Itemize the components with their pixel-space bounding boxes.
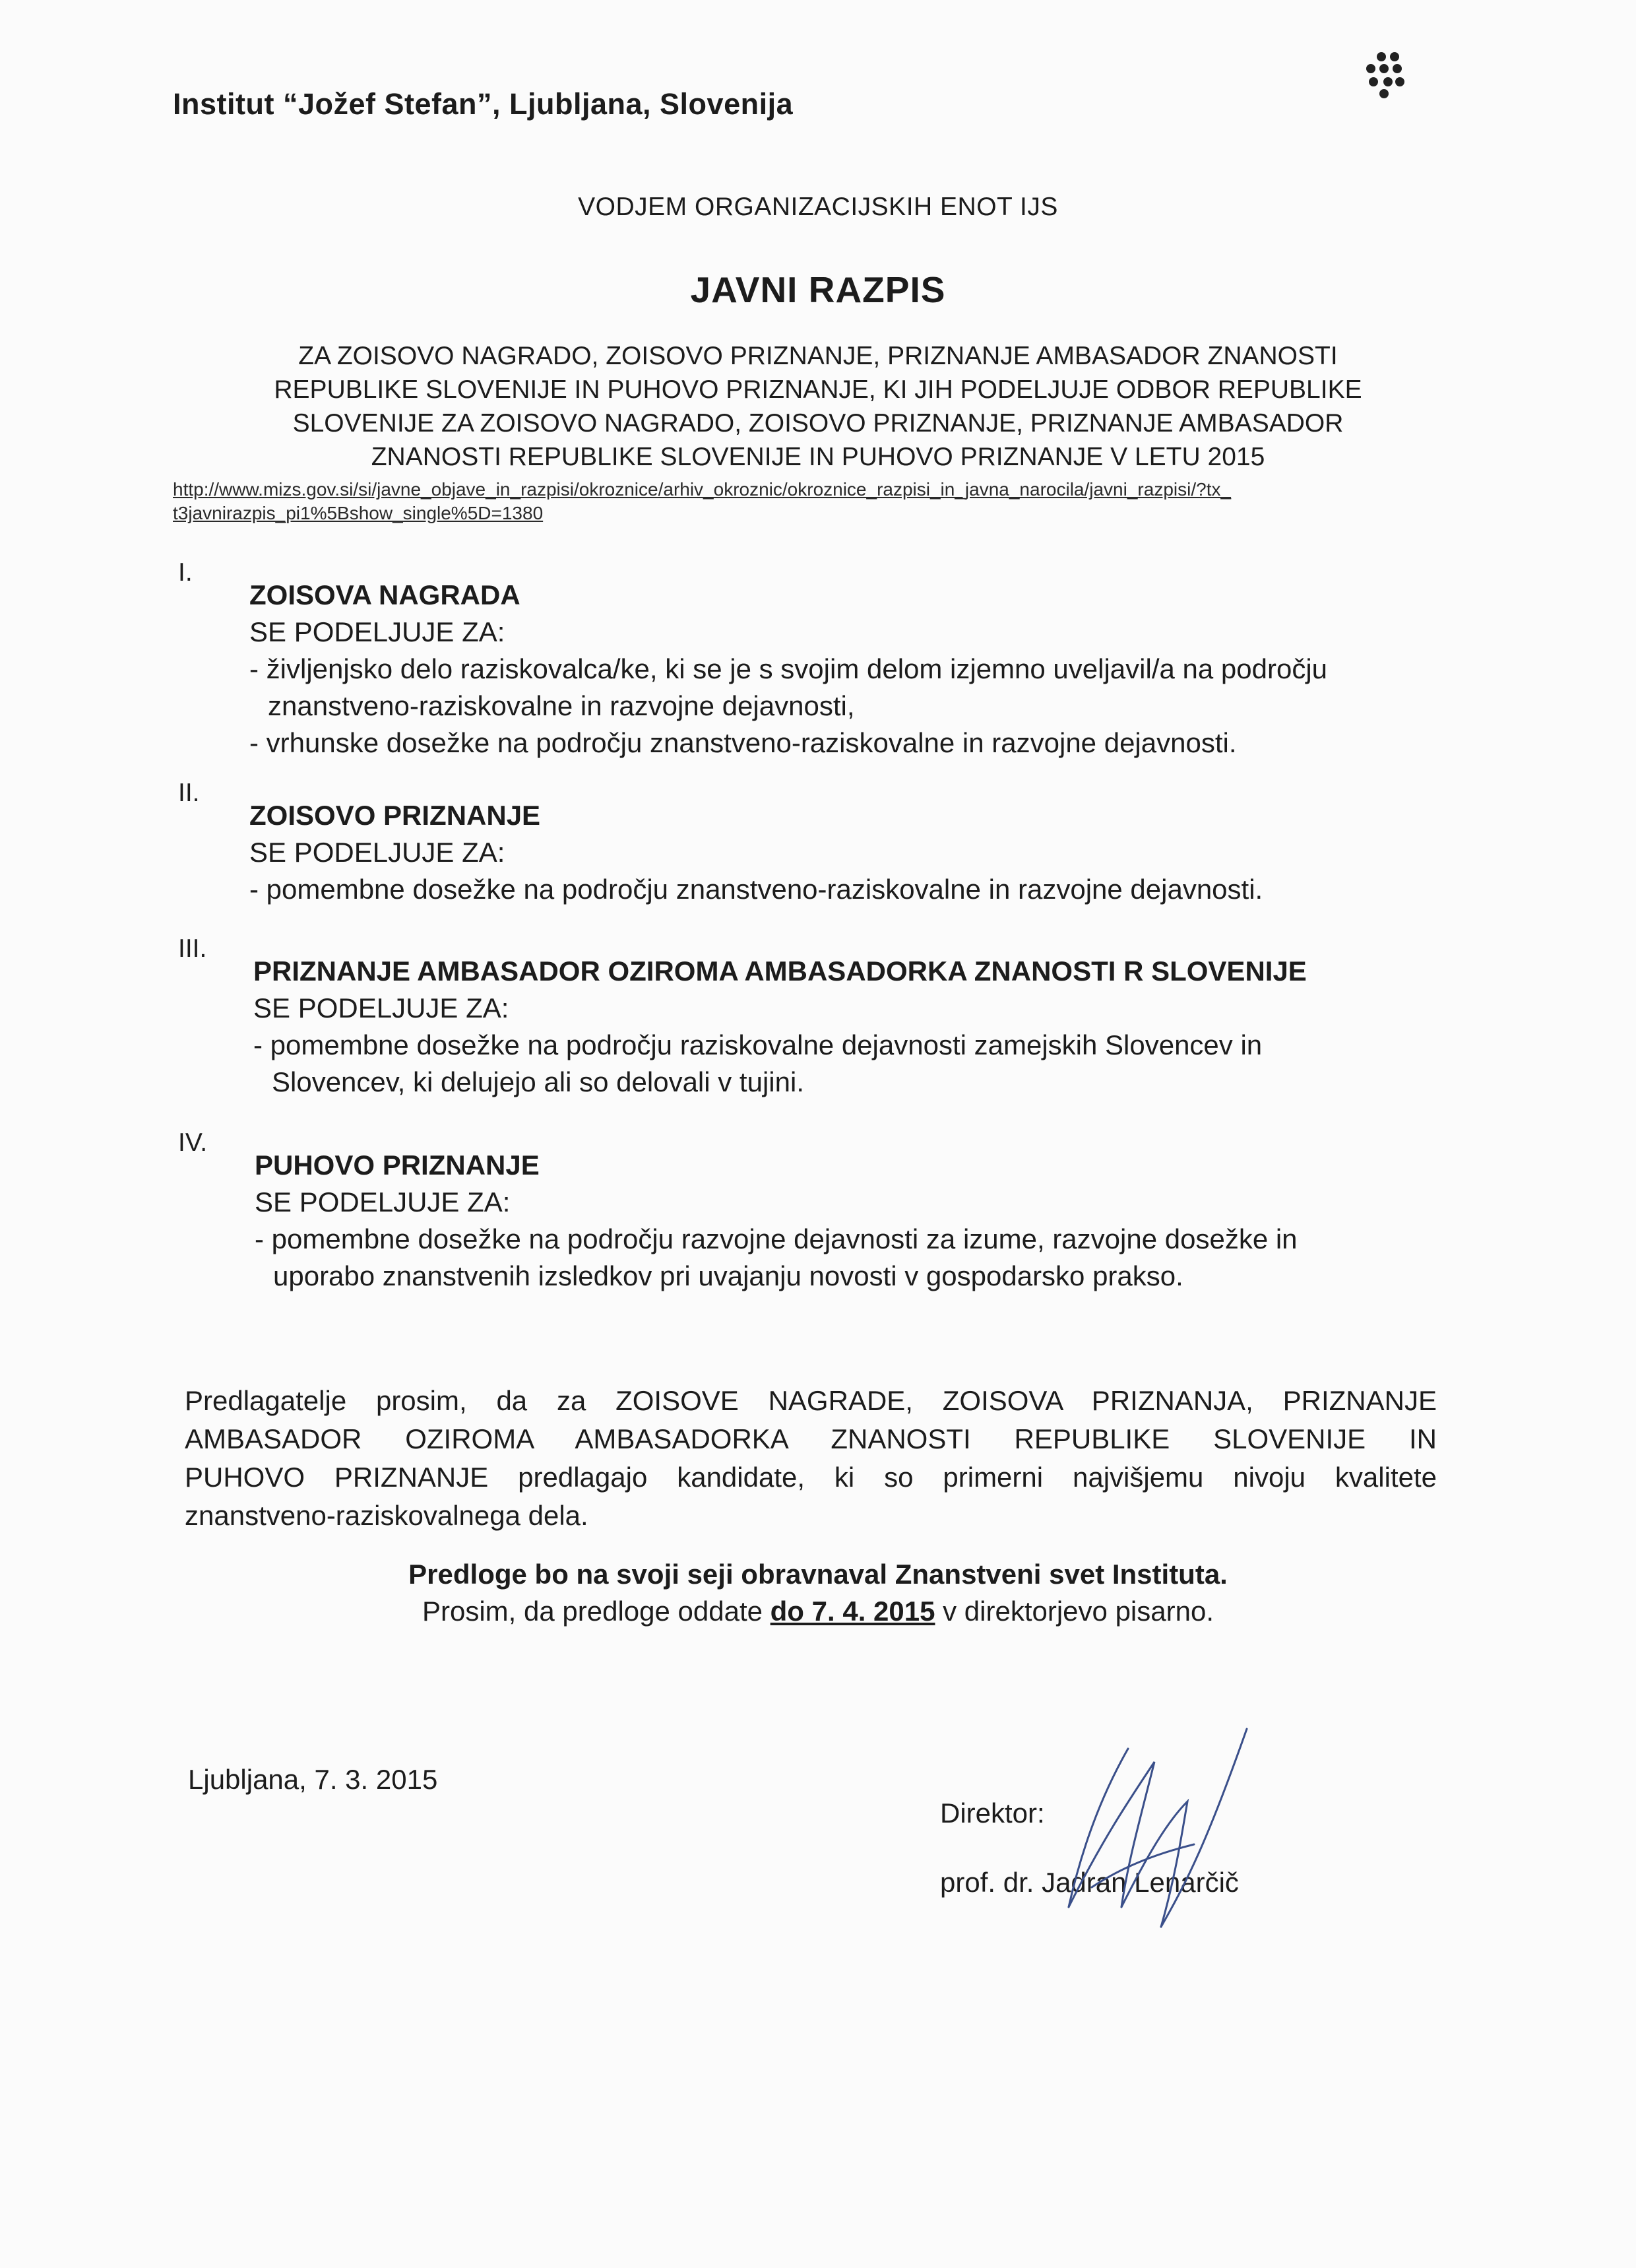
subtitle-line: ZA ZOISOVO NAGRADO, ZOISOVO PRIZNANJE, PRIZNANJE AMBASADOR ZNANOSTI [298, 342, 1338, 370]
section-numeral: II. [178, 779, 200, 807]
section-line: Slovencev, ki delujejo ali so delovali v tujini. [272, 1066, 804, 1097]
section-line: - življenjsko delo raziskovalca/ke, ki se je s svojim delom izjemno uveljavil/a na področju [249, 653, 1328, 684]
place-date: Ljubljana, 7. 3. 2015 [188, 1764, 438, 1795]
source-link-line[interactable]: http://www.mizs.gov.si/si/javne_objave_in_razpisi/okroznice/arhiv_okroznic/okroznice_razpisi_in_javna_narocila/javni_razpisi/?tx_ [173, 479, 1232, 500]
section-line: - pomembne dosežke na področju znanstveno-raziskovalne in razvojne dejavnosti. [249, 874, 1263, 905]
deadline-date: do 7. 4. 2015 [770, 1596, 935, 1627]
recipient-line: VODJEM ORGANIZACIJSKIH ENOT IJS [578, 193, 1058, 221]
subtitle-line: ZNANOSTI REPUBLIKE SLOVENIJE IN PUHOVO PRIZNANJE V LETU 2015 [371, 443, 1265, 471]
paragraph-line: AMBASADOR OZIROMA AMBASADORKA ZNANOSTI REPUBLIKE SLOVENIJE IN [185, 1423, 1437, 1454]
paragraph-line: znanstveno-raziskovalnega dela. [185, 1500, 588, 1531]
section-line: znanstveno-raziskovalne in razvojne dejavnosti, [268, 690, 855, 721]
document-title: JAVNI RAZPIS [690, 269, 946, 310]
section-body [249, 577, 1327, 761]
document-subtitle [172, 339, 1464, 474]
section-heading: ZOISOVA NAGRADA [249, 579, 520, 610]
handwritten-signature [1029, 1689, 1280, 1953]
council-note: Predloge bo na svoji seji obravnaval Znanstveni svet Instituta. [408, 1559, 1228, 1590]
subtitle-line: SLOVENIJE ZA ZOISOVO NAGRADO, ZOISOVO PRIZNANJE, PRIZNANJE AMBASADOR [292, 409, 1344, 437]
section-body [253, 953, 1307, 1101]
deadline-text-before: Prosim, da predloge oddate [422, 1596, 771, 1627]
institution-header: Institut “Jožef Stefan”, Ljubljana, Slovenija [173, 87, 794, 121]
section-body [255, 1147, 1298, 1295]
section-line: - pomembne dosežke na področju raziskovalne dejavnosti zamejskih Slovencev in [253, 1029, 1263, 1060]
director-label: Direktor: [940, 1798, 1045, 1829]
section-intro: SE PODELJUJE ZA: [249, 837, 505, 868]
paragraph-line: Predlagatelje prosim, da za ZOISOVE NAGRADE, ZOISOVA PRIZNANJA, PRIZNANJE [185, 1385, 1437, 1416]
section-intro: SE PODELJUJE ZA: [253, 992, 509, 1023]
section-body [249, 797, 1263, 908]
section-heading: PUHOVO PRIZNANJE [255, 1150, 540, 1181]
director-name: prof. dr. Jadran Lenarčič [940, 1867, 1239, 1898]
deadline-line [0, 1596, 1636, 1627]
section-numeral: IV. [178, 1128, 208, 1157]
subtitle-line: REPUBLIKE SLOVENIJE IN PUHOVO PRIZNANJE, KI JIH PODELJUJE ODBOR REPUBLIKE [274, 375, 1362, 404]
deadline-text-after: v direktorjevo pisarno. [935, 1596, 1214, 1627]
section-puhovo-priznanje [173, 1128, 1492, 1291]
source-link[interactable] [173, 478, 1231, 525]
section-zoisova-nagrada [173, 558, 1492, 758]
section-line: - pomembne dosežke na področju razvojne dejavnosti za izume, razvojne dosežke in [255, 1223, 1298, 1254]
source-link-line[interactable]: t3javnirazpis_pi1%5Bshow_single%5D=1380 [173, 503, 544, 523]
section-line: - vrhunske dosežke na področju znanstveno-raziskovalne in razvojne dejavnosti. [249, 727, 1237, 758]
section-heading: PRIZNANJE AMBASADOR OZIROMA AMBASADORKA ZNANOSTI R SLOVENIJE [253, 956, 1307, 987]
section-priznanje-ambasador [173, 934, 1492, 1097]
section-heading: ZOISOVO PRIZNANJE [249, 800, 541, 831]
section-zoisovo-priznanje [173, 779, 1492, 905]
section-numeral: I. [178, 558, 193, 587]
section-intro: SE PODELJUJE ZA: [249, 616, 505, 647]
paragraph-line: PUHOVO PRIZNANJE predlagajo kandidate, ki so primerni najvišjemu nivoju kvalitete [185, 1462, 1437, 1493]
section-line: uporabo znanstvenih izsledkov pri uvajanju novosti v gospodarsko prakso. [273, 1260, 1183, 1291]
proposal-paragraph [185, 1382, 1437, 1535]
ijs-dots-logo-icon [1359, 48, 1412, 113]
section-numeral: III. [178, 934, 207, 963]
section-intro: SE PODELJUJE ZA: [255, 1186, 511, 1217]
